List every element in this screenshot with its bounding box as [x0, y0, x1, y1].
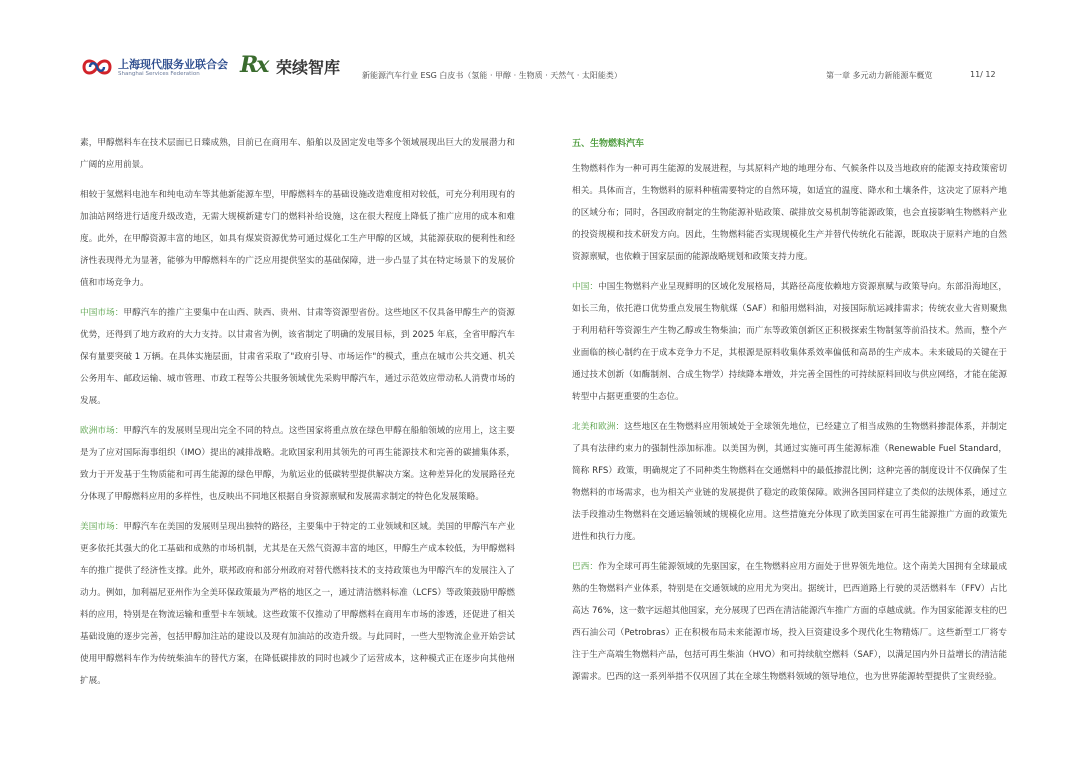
rongxu-logo — [240, 52, 370, 82]
ssf-logo-name: 上海现代服务业联合会 — [118, 58, 228, 71]
chapter-title: 第一章 多元动力新能源车概览 — [826, 71, 933, 80]
ssf-logo-english: Shanghai Services Federation — [118, 71, 200, 77]
china-market-label: 中国市场： — [80, 308, 124, 318]
ssf-logo — [80, 54, 230, 84]
paragraph-china — [572, 276, 1007, 408]
us-market-text: 甲醇汽车在美国的发展则呈现出独特的路径，主要集中于特定的工业领域和区域。美国的甲醇汽车产业更多依托其强大的化工基础和成熟的市场机制，尤其是在天然气资源丰富的地区，甲醇生产成本较低，为甲醇燃料车的推广提供了经济性支撑。此外，联邦政府和部分州政府对替代燃料技术的支持政策也为甲醇汽车的发展注入了动力。例如，加利福尼亚州作为全美环保政策最为严格的地区之一，通过清洁燃料标准（LCFS）等政策鼓励甲醇燃料的应用，特别是在物流运输和重型卡车领域。这些政策不仅推动了甲醇燃料在商用车市场的渗透，还促进了相关基础设施的逐步完善，包括甲醇加注站的建设以及现有加油站的改造升级。与此同时，一些大型物流企业开始尝试使用甲醇燃料车作为传统柴油车的替代方案，在降低碳排放的同时也减少了运营成本，这种模式正在逐步向其他州扩展。 — [80, 522, 515, 686]
paragraph-infrastructure: 相较于氢燃料电池车和纯电动车等其他新能源车型，甲醇燃料车的基础设施改造难度相对较低，可充分利用现有的加油站网络进行适度升级改造，无需大规模新建专门的燃料补给设施，这在很大程度上降低了推广应用的成本和难度。此外，在甲醇资源丰富的地区，如具有煤炭资源优势可通过煤化工生产甲醇的区域，其能源获取的便利性和经济性表现得尤为显著，能够为甲醇燃料车的广泛应用提供坚实的基础保障，进一步凸显了其在特定场景下的发展价值和市场竞争力。 — [80, 190, 515, 288]
north-america-europe-text: 这些地区在生物燃料应用领域处于全球领先地位，已经建立了相当成熟的生物燃料掺混体系，并制定了具有法律约束力的强制性添加标准。以美国为例，其通过实施可再生能源标准（Renewable Fuel Standard，简称 RFS）政策，明确规定了不同种类生物燃料在交通燃料中的最低掺混比例；这种完善的制度设计不仅确保了生物燃料的市场需求，也为相关产业链的发展提供了稳定的政策保障。欧洲各国同样建立了类似的法规体系，通过立法手段推动生物燃料在交通运输领域的规模化应用。这些措施充分体现了欧美国家在可再生能源推广方面的政策先进性和执行力度。 — [572, 422, 1007, 542]
document-title: 新能源汽车行业 ESG 白皮书（氢能 · 甲醇 · 生物质 · 天然气 · 太阳能类） — [362, 71, 622, 80]
china-market-text: 甲醇汽车的推广主要集中在山西、陕西、贵州、甘肃等资源型省份。这些地区不仅具备甲醇生产的资源优势，还得到了地方政府的大力支持。以甘肃省为例，该省制定了明确的发展目标，到 2025 年底，全省甲醇汽车保有量要突破 1 万辆。在具体实施层面，甘肃省采取了"政府引导、市场运作"的模式，重点在城市公共交通、机关公务用车、邮政运输、城市管理、市政工程等公共服务领域优先采购甲醇汽车，通过示范效应带动私人消费市场的发展。 — [80, 308, 515, 406]
section-heading-biofuel: 五、生物燃料汽车 — [572, 139, 645, 149]
rongxu-logo-name: 荣续智库 — [276, 58, 341, 77]
ssf-logo-icon — [80, 56, 114, 78]
paragraph-intro-continued: 素，甲醇燃料车在技术层面已日臻成熟，目前已在商用车、船舶以及固定发电等多个领域展现出巨大的发展潜力和广阔的应用前景。 — [80, 138, 515, 170]
paragraph-europe-market — [80, 420, 515, 508]
paragraph-brazil — [572, 556, 1007, 688]
brazil-label: 巴西： — [572, 562, 599, 572]
china-label: 中国： — [572, 282, 599, 292]
us-market-label: 美国市场： — [80, 522, 124, 532]
china-text: 中国生物燃料产业呈现鲜明的区域化发展格局，其路径高度依赖地方资源禀赋与政策导向。东部沿海地区，如长三角，依托港口优势重点发展生物航煤（SAF）和船用燃料油，对接国际航运减排需求；传统农业大省则聚焦于利用秸秆等资源生产生物乙醇或生物柴油；而广东等政策创新区正积极探索生物制氢等前沿技术。然而，整个产业面临的核心制约在于成本竞争力不足，其根源是原料收集体系效率偏低和高昂的生产成本。未来破局的关键在于通过技术创新（如酶制剂、合成生物学）持续降本增效，并完善全国性的可持续原料回收与供应网络，才能在能源转型中占据更重要的生态位。 — [572, 282, 1007, 402]
europe-market-label: 欧洲市场： — [80, 426, 124, 436]
europe-market-text: 甲醇汽车的发展则呈现出完全不同的特点。这些国家将重点放在绿色甲醇在船舶领域的应用上，这主要是为了应对国际海事组织（IMO）提出的减排战略。北欧国家利用其领先的可再生能源技术和完善的碳捕集体系，致力于开发基于生物质能和可再生能源的绿色甲醇，为航运业的低碳转型提供解决方案。这种差异化的发展路径充分体现了甲醇燃料应用的多样性，也反映出不同地区根据自身资源禀赋和发展需求制定的特色化发展策略。 — [80, 426, 515, 502]
paragraph-us-market — [80, 516, 515, 692]
paragraph-china-market — [80, 302, 515, 412]
left-column — [80, 132, 515, 700]
paragraph-biofuel-intro: 生物燃料作为一种可再生能源的发展进程，与其原料产地的地理分布、气候条件以及当地政府的能源支持政策密切相关。具体而言，生物燃料的原料种植需要特定的自然环境，如适宜的温度、降水和土壤条件，这决定了原料产地的区域分布；同时，各国政府制定的生物能源补贴政策、碳排放交易机制等能源政策，也会直接影响生物燃料产业的投资规模和技术研发方向。因此，生物燃料能否实现规模化生产并替代传统化石能源，既取决于原料产地的自然资源禀赋，也依赖于国家层面的能源战略规划和政策支持力度。 — [572, 164, 1007, 262]
brazil-text: 作为全球可再生能源领域的先驱国家，在生物燃料应用方面处于世界领先地位。这个南美大国拥有全球最成熟的生物燃料产业体系，特别是在交通领域的应用尤为突出。据统计，巴西道路上行驶的灵活燃料车（FFV）占比高达 76%，这一数字远超其他国家，充分展现了巴西在清洁能源汽车推广方面的卓越成就。作为国家能源支柱的巴西石油公司（Petrobras）正在积极布局未来能源市场，投入巨资建设多个现代化生物精炼厂。这些新型工厂将专注于生产高端生物燃料产品，包括可再生柴油（HVO）和可持续航空燃料（SAF），以满足国内外日益增长的清洁能源需求。巴西的这一系列举措不仅巩固了其在全球生物燃料领域的领导地位，也为世界能源转型提供了宝贵经验。 — [572, 562, 1007, 682]
paragraph-north-america-europe — [572, 416, 1007, 548]
page-header — [0, 0, 1080, 100]
north-america-europe-label: 北美和欧洲： — [572, 422, 625, 432]
page-number: 11/ 12 — [970, 70, 996, 79]
rongxu-logo-mark: Rx — [240, 52, 268, 78]
right-column — [572, 136, 1007, 696]
